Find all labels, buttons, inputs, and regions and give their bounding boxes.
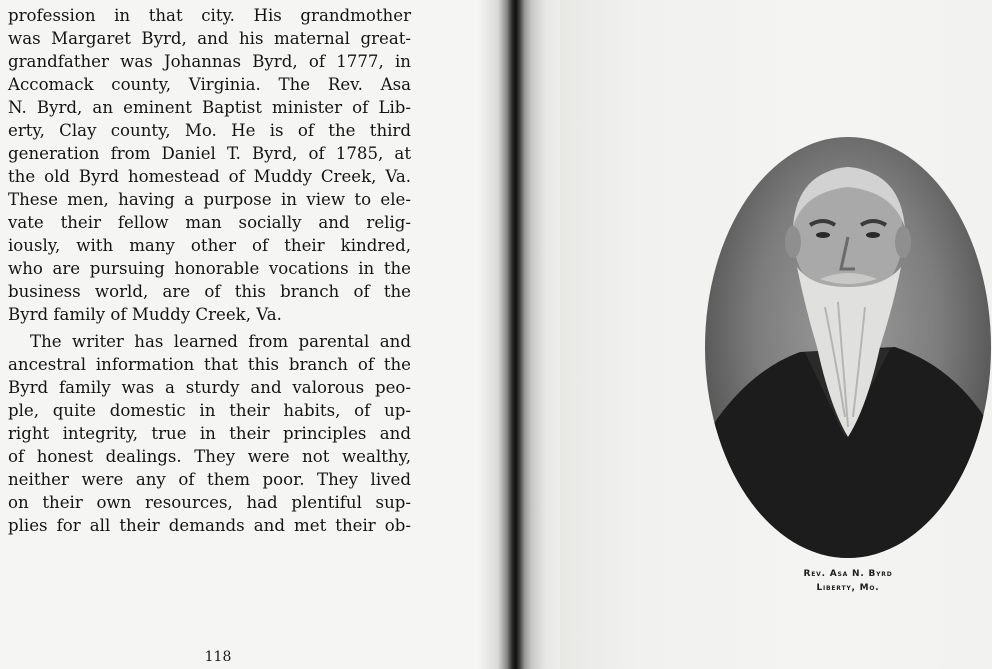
body-text-line: erty, Clay county, Mo. He is of the third bbox=[8, 121, 411, 140]
body-text-line: Byrd family of Muddy Creek, Va. bbox=[8, 305, 282, 324]
portrait-photo bbox=[705, 137, 991, 558]
body-text-line: profession in that city. His grandmother bbox=[8, 6, 411, 25]
body-text-line: N. Byrd, an eminent Baptist minister of Lib- bbox=[8, 98, 411, 117]
body-text-line: grandfather was Johannas Byrd, of 1777, in bbox=[8, 52, 411, 71]
body-text-line: of honest dealings. They were not wealthy, bbox=[8, 447, 411, 466]
body-text-line: Accomack county, Virginia. The Rev. Asa bbox=[8, 75, 411, 94]
body-text-line: vate their fellow man socially and relig- bbox=[8, 213, 411, 232]
body-text-line: who are pursuing honorable vocations in the bbox=[8, 259, 411, 278]
body-text-line: neither were any of them poor. They lived bbox=[8, 470, 411, 489]
body-text-line: iously, with many other of their kindred, bbox=[8, 236, 411, 255]
body-text-line: These men, having a purpose in view to ele- bbox=[8, 190, 411, 209]
portrait-oval bbox=[705, 137, 991, 558]
body-text-line: plies for all their demands and met their ob- bbox=[8, 516, 411, 535]
portrait-caption-name: Rev. Asa N. Byrd bbox=[803, 569, 893, 579]
portrait-ear bbox=[895, 226, 911, 258]
portrait-eye bbox=[866, 232, 880, 238]
book-gutter bbox=[478, 0, 568, 669]
body-text-line: the old Byrd homestead of Muddy Creek, Va. bbox=[8, 167, 411, 186]
portrait-eye bbox=[816, 232, 830, 238]
body-text-line: generation from Daniel T. Byrd, of 1785, at bbox=[8, 144, 411, 163]
portrait-caption-place: Liberty, Mo. bbox=[816, 583, 880, 593]
body-text-line: ancestral information that this branch of the bbox=[8, 355, 411, 374]
body-text-line: business world, are of this branch of the bbox=[8, 282, 411, 301]
portrait-ear bbox=[785, 226, 801, 258]
body-text-line: Byrd family was a sturdy and valorous peo- bbox=[8, 378, 411, 397]
body-text-line: right integrity, true in their principles and bbox=[8, 424, 411, 443]
page-number: 118 bbox=[204, 649, 232, 665]
body-text-line: on their own resources, had plentiful sup- bbox=[8, 493, 411, 512]
body-text-line: was Margaret Byrd, and his maternal great- bbox=[8, 29, 411, 48]
body-text-line: ple, quite domestic in their habits, of up- bbox=[8, 401, 411, 420]
paragraph-first-line: The writer has learned from parental and bbox=[30, 332, 411, 351]
